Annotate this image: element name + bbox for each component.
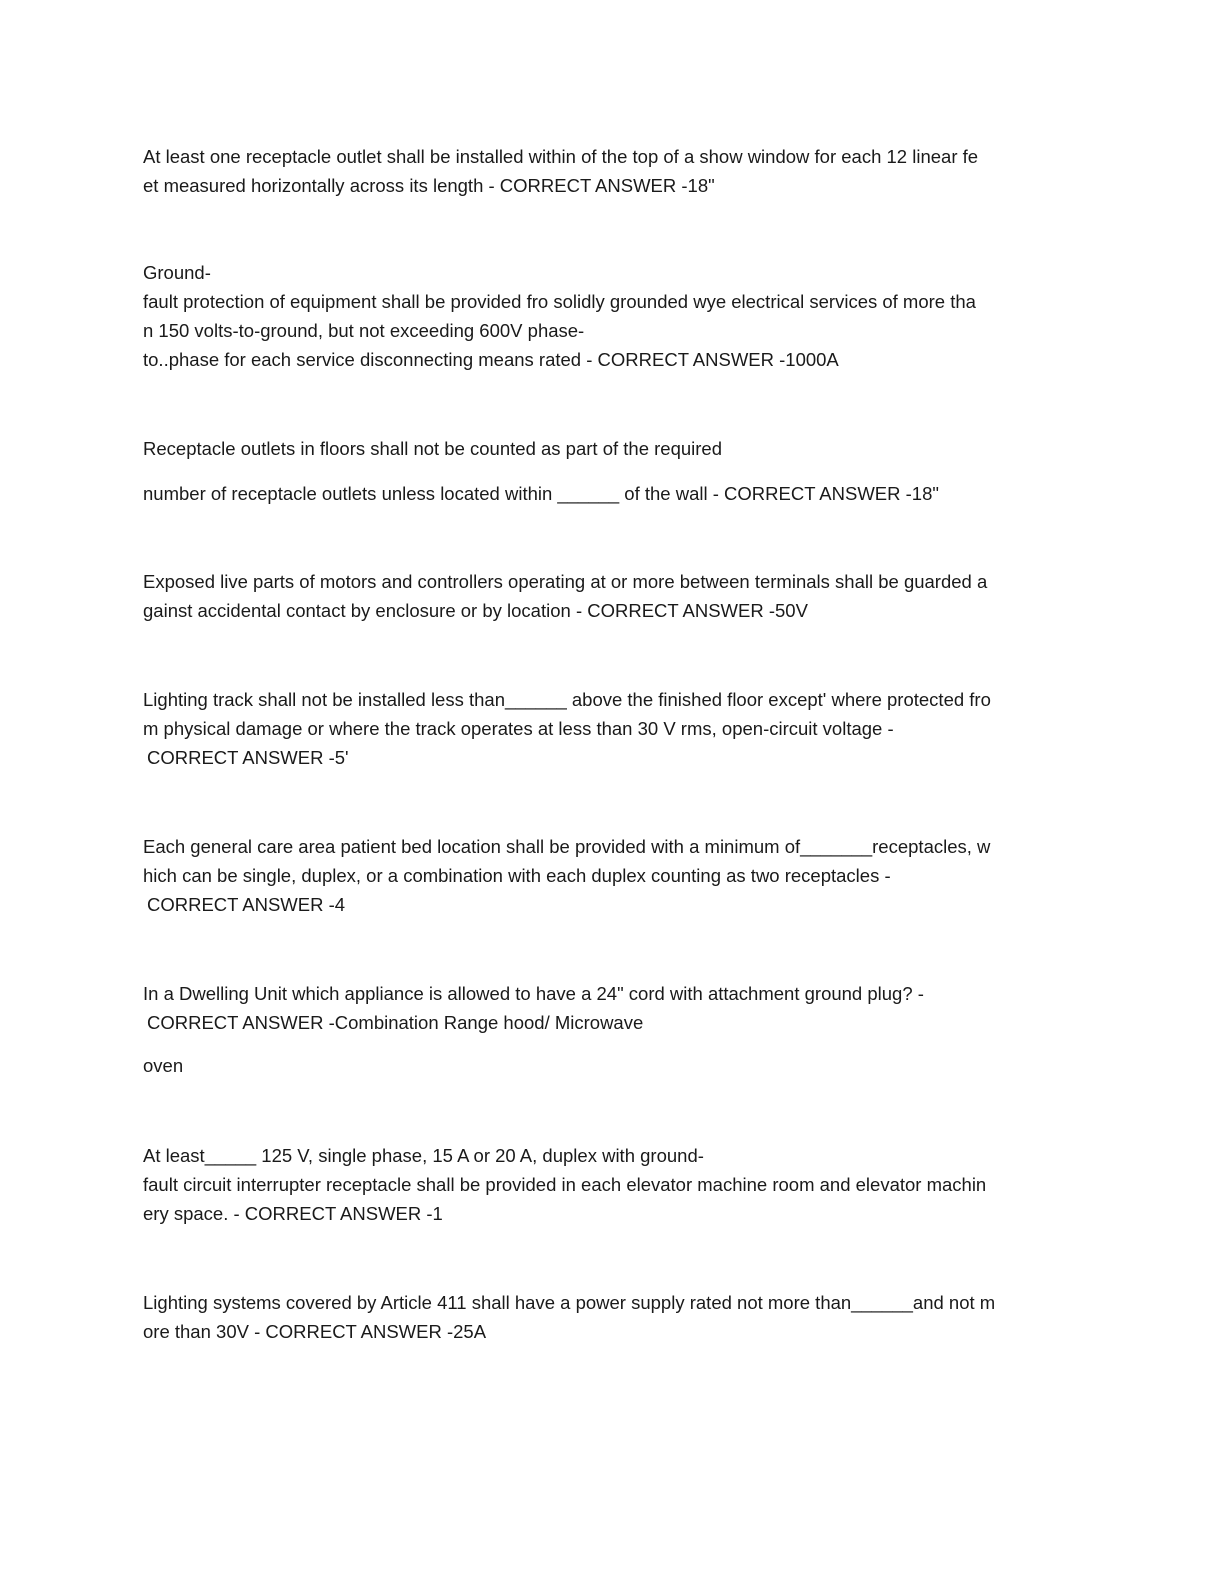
question-line: In a Dwelling Unit which appliance is allowed to have a 24" cord with attachment ground plug? - [143, 983, 924, 1004]
question-line: ore than 30V - CORRECT ANSWER -25A [143, 1321, 487, 1342]
answer-line: CORRECT ANSWER -5' [147, 747, 349, 768]
question-line: gainst accidental contact by enclosure or by location - CORRECT ANSWER -50V [143, 600, 808, 621]
answer-line: CORRECT ANSWER -Combination Range hood/ Microwave [147, 1012, 644, 1033]
question-line: to..phase for each service disconnecting means rated - CORRECT ANSWER -1000A [143, 349, 839, 370]
question-line: Each general care area patient bed location shall be provided with a minimum of_______receptacles, w [143, 836, 991, 857]
question-line: ery space. - CORRECT ANSWER -1 [143, 1203, 443, 1224]
question-line: Lighting systems covered by Article 411 shall have a power supply rated not more than______and not m [143, 1292, 996, 1313]
answer-line: oven [143, 1055, 184, 1076]
question-line: At least_____ 125 V, single phase, 15 A or 20 A, duplex with ground- [143, 1145, 704, 1166]
question-line: m physical damage or where the track operates at less than 30 V rms, open-circuit voltage - [143, 718, 894, 739]
question-line: At least one receptacle outlet shall be installed within of the top of a show window for each 12 linear fe [143, 146, 979, 167]
question-line: fault protection of equipment shall be provided fro solidly grounded wye electrical services of more tha [143, 291, 976, 312]
question-line: et measured horizontally across its length - CORRECT ANSWER -18" [143, 175, 715, 196]
question-line: Ground- [143, 262, 211, 283]
question-line: hich can be single, duplex, or a combination with each duplex counting as two receptacles - [143, 865, 891, 886]
answer-line: CORRECT ANSWER -4 [147, 894, 346, 915]
question-line: fault circuit interrupter receptacle shall be provided in each elevator machine room and elevator machin [143, 1174, 987, 1195]
question-line: Receptacle outlets in floors shall not be counted as part of the required [143, 438, 722, 459]
question-line: Lighting track shall not be installed less than______ above the finished floor except' where protected fro [143, 689, 991, 710]
question-line: Exposed live parts of motors and controllers operating at or more between terminals shall be guarded a [143, 571, 988, 592]
question-line: n 150 volts-to-ground, but not exceeding 600V phase- [143, 320, 585, 341]
question-line: number of receptacle outlets unless located within ______ of the wall - CORRECT ANSWER -18" [143, 483, 939, 504]
